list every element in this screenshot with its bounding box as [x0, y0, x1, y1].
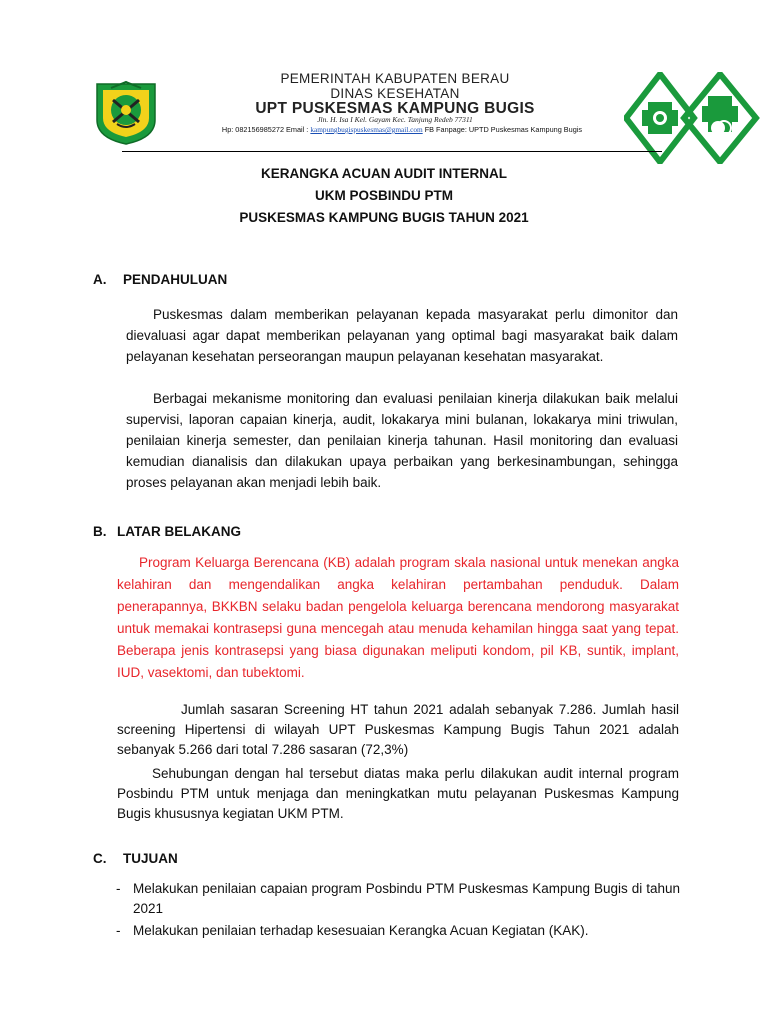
section-b-heading — [93, 524, 241, 539]
letterhead-address: Jln. H. Isa I Kel. Gayam Kec. Tanjung Redeb 77311 — [317, 115, 473, 124]
section-a-heading — [93, 272, 227, 287]
list-bullet: - — [116, 923, 121, 938]
section-b-title: LATAR BELAKANG — [117, 524, 241, 539]
letterhead-institution: UPT PUSKESMAS KAMPUNG BUGIS — [255, 100, 535, 117]
section-a-paragraph-2: Berbagai mekanisme monitoring dan evaluasi penilaian kinerja dilakukan baik melalui supervisi, laporan capaian kinerja, audit, lokakarya mini bulanan, lokakarya mini triwulan, penilaian kinerja semester, dan penilaian kinerja tahunan. Hasil monitoring dan evaluasi kemudian dianalisis dan dilakukan upaya perbaikan yang berkesinambungan, sehingga proses pelayanan akan menjadi lebih baik. — [126, 391, 678, 490]
section-c-heading — [93, 851, 178, 866]
contact-fanpage: FB Fanpage: UPTD Puskesmas Kampung Bugis — [422, 125, 583, 134]
document-title-line2: UKM POSBINDU PTM — [315, 188, 453, 203]
letterhead-government: PEMERINTAH KABUPATEN BERAU — [280, 71, 510, 86]
section-c-title: TUJUAN — [123, 851, 178, 866]
list-bullet: - — [116, 881, 121, 896]
letterhead-divider — [122, 151, 662, 152]
list-item-text: Melakukan penilaian terhadap kesesuaian Kerangka Acuan Kegiatan (KAK). — [133, 923, 589, 938]
contact-phone: Hp: 082156985272 Email : — [221, 125, 311, 134]
objectives-list — [116, 879, 680, 943]
document-title-line3: PUSKESMAS KAMPUNG BUGIS TAHUN 2021 — [239, 210, 529, 225]
section-a-title: PENDAHULUAN — [123, 272, 228, 287]
document-title-line1: KERANGKA ACUAN AUDIT INTERNAL — [261, 166, 507, 181]
kabupaten-berau-emblem — [91, 80, 161, 146]
section-c-number: C. — [93, 851, 107, 866]
letterhead-department: DINAS KESEHATAN — [330, 86, 460, 101]
section-b-paragraph-2: Jumlah sasaran Screening HT tahun 2021 adalah sebanyak 7.286. Jumlah hasil screening Hipertensi di wilayah UPT Puskesmas Kampung Bugis Tahun 2021 adalah sebanyak 5.266 dari total 7.286 sasaran (72,3%) — [117, 702, 679, 757]
section-a-paragraph-1: Puskesmas dalam memberikan pelayanan kepada masyarakat perlu dimonitor dan dievaluasi agar dapat memberikan pelayanan yang optimal bagi masyarakat baik dalam pelayanan kesehatan perseorangan maupun pelayanan kesehatan masyarakat. — [126, 307, 678, 364]
list-item — [116, 921, 680, 941]
list-item — [116, 879, 680, 919]
section-b-number: B. — [93, 524, 107, 539]
section-b-paragraph-3: Sehubungan dengan hal tersebut diatas maka perlu dilakukan audit internal program Posbindu PTM untuk menjaga dan meningkatkan mutu pelayanan Puskesmas Kampung Bugis khususnya kegiatan UKM PTM. — [117, 766, 679, 821]
contact-email-link[interactable]: kampungbugispuskesmas@gmail.com — [310, 125, 423, 134]
section-a-number: A. — [93, 272, 107, 287]
list-item-text: Melakukan penilaian capaian program Posbindu PTM Puskesmas Kampung Bugis di tahun 2021 — [133, 881, 680, 916]
letterhead-contact — [172, 125, 632, 134]
section-b-paragraph-1: Program Keluarga Berencana (KB) adalah program skala nasional untuk menekan angka kelahiran dan mengendalikan angka kelahiran pertambahan penduduk. Dalam penerapannya, BKKBN selaku badan pengelola keluarga berencana mendorong masyarakat untuk memakai kontrasepsi guna mencegah atau menuda kehamilan hingga saat yang tepat. Beberapa jenis kontrasepsi yang biasa digunakan meliputi kondom, pil KB, suntik, implant, IUD, vasektomi, dan tubektomi. — [117, 555, 679, 680]
